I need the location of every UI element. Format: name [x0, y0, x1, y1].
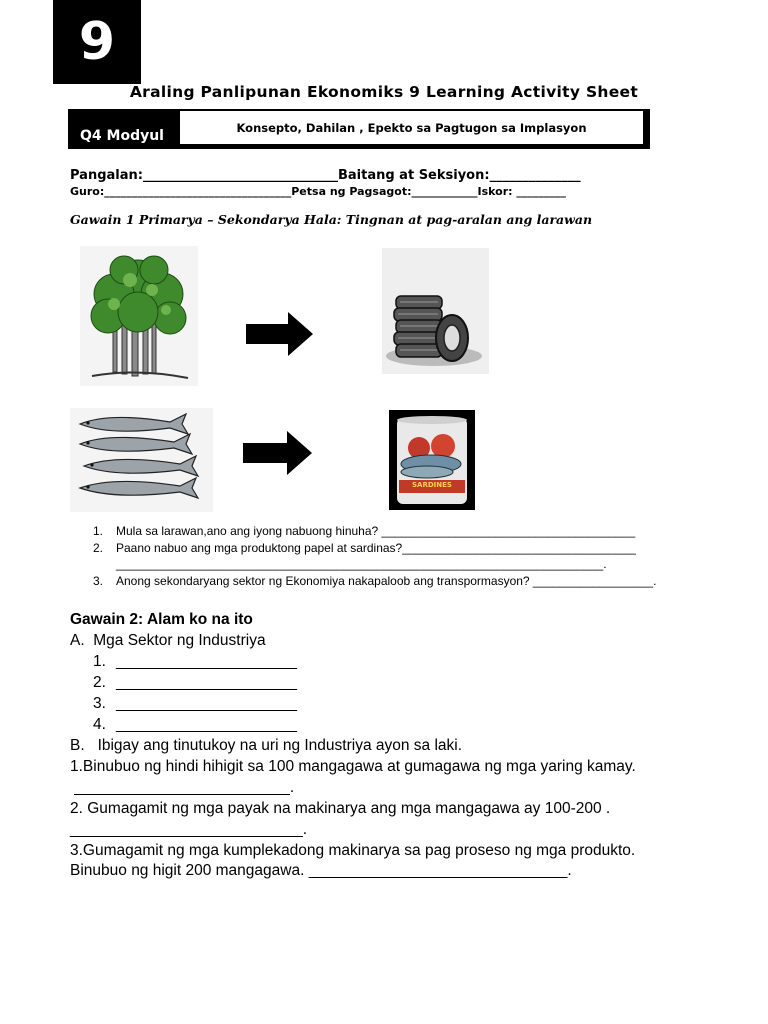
question-2-continuation: _________________________________________________________________________.	[116, 557, 607, 571]
page-title: Araling Panlipunan Ekonomiks 9 Learning Activity Sheet	[129, 83, 639, 101]
list-item-blank: _____________________	[116, 653, 298, 670]
part-a-heading: A. Mga Sektor ng Industriya	[70, 632, 266, 649]
list-item-num: 1.	[93, 653, 106, 670]
arrow-right-icon	[243, 431, 313, 475]
question-2-num: 2.	[93, 541, 104, 555]
list-item-blank: _____________________	[116, 695, 298, 712]
tree-image	[80, 246, 198, 386]
list-item-num: 3.	[93, 695, 106, 712]
question-3-num: 3.	[93, 574, 104, 588]
sardines-can-image	[389, 410, 475, 510]
fish-image	[70, 408, 213, 512]
student-info-row-1: Pangalan:______________________________Baitang at Seksiyon:______________	[70, 168, 581, 183]
can-label: SARDINES	[412, 481, 452, 489]
list-item-num: 4.	[93, 716, 106, 733]
gawain2-title: Gawain 2: Alam ko na ito	[70, 611, 253, 628]
module-topic: Konsepto, Dahilan , Epekto sa Pagtugon sa Implasyon	[236, 121, 587, 135]
part-b-item-3-blank: Binubuo ng higit 200 mangagawa. ______________________________.	[70, 862, 572, 879]
list-item-blank: _____________________	[116, 716, 298, 733]
grade-badge: 9	[53, 0, 141, 84]
tires-image	[382, 248, 489, 374]
part-b-item-2: 2. Gumagamit ng mga payak na makinarya ang mga mangagawa ay 100-200 .	[70, 800, 611, 817]
part-b-heading: B. Ibigay ang tinutukoy na uri ng Industriya ayon sa laki.	[70, 737, 463, 754]
part-b-item-3: 3.Gumagamit ng mga kumplekadong makinarya sa pag proseso ng mga produkto.	[70, 842, 636, 859]
gawain1-instruction: Gawain 1 Primarya – Sekondarya Hala: Tingnan at pag-aralan ang larawan	[70, 212, 593, 227]
module-label: Q4 Modyul	[80, 128, 164, 144]
question-2: Paano nabuo ang mga produktong papel at sardinas?___________________________________	[116, 541, 636, 555]
list-item-num: 2.	[93, 674, 106, 691]
part-b-item-1: 1.Binubuo ng hindi hihigit sa 100 mangagawa at gumagawa ng mga yaring kamay.	[70, 758, 636, 775]
question-3: Anong sekondaryang sektor ng Ekonomiya nakapaloob ang transpormasyon? __________________.	[116, 574, 657, 588]
list-item-blank: _____________________	[116, 674, 298, 691]
student-info-row-2: Guro:__________________________________Petsa ng Pagsagot:____________Iskor: _________	[70, 185, 566, 198]
part-b-item-2-blank: ___________________________.	[70, 821, 308, 838]
arrow-right-icon	[246, 312, 314, 356]
question-1-num: 1.	[93, 524, 104, 538]
question-1: Mula sa larawan,ano ang iyong nabuong hinuha? ______________________________________	[116, 524, 636, 538]
part-b-item-1-blank: _________________________.	[70, 779, 295, 796]
